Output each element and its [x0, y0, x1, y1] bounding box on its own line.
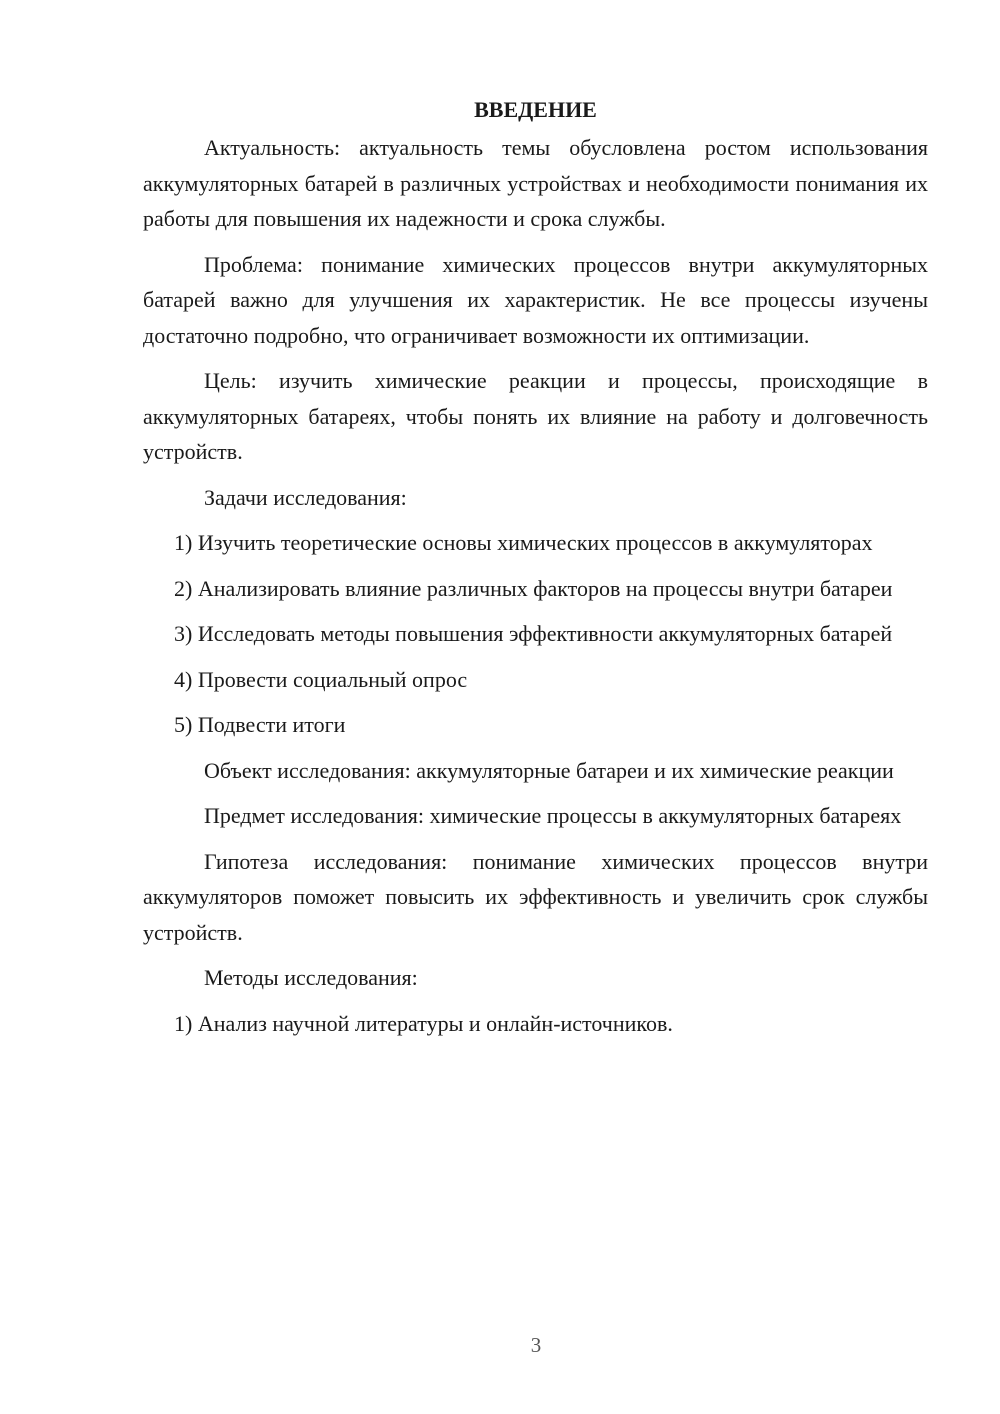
paragraph-tasks-heading: Задачи исследования: [204, 484, 407, 510]
section-title: ВВЕДЕНИЕ [474, 97, 597, 122]
paragraph-problem: Проблема: понимание химических процессов внутри аккумуляторных батарей важно для улучшения их характеристик. Не все процессы изучены достаточно подробно, что ограничивает возможности их оптимизации. [143, 251, 928, 348]
method-item-1: 1) Анализ научной литературы и онлайн-источников. [174, 1010, 673, 1036]
paragraph-subject: Предмет исследования: химические процессы в аккумуляторных батареях [204, 803, 902, 828]
task-item-4: 4) Провести социальный опрос [174, 666, 468, 692]
paragraph-object: Объект исследования: аккумуляторные батареи и их химические реакции [204, 757, 894, 783]
page-number: 3 [530, 1333, 542, 1357]
paragraph-relevance: Актуальность: актуальность темы обусловлена ростом использования аккумуляторных батарей в различных устройствах и необходимости понимания их работы для повышения их надежности и срока службы. [143, 135, 928, 231]
task-item-2: 2) Анализировать влияние различных факторов на процессы внутри батареи [174, 575, 893, 601]
task-item-5: 5) Подвести итоги [174, 712, 346, 737]
paragraph-goal: Цель: изучить химические реакции и процессы, происходящие в аккумуляторных батареях, чтобы понять их влияние на работу и долговечность устройств. [143, 368, 928, 464]
document-page [143, 94, 928, 1051]
paragraph-hypothesis: Гипотеза исследования: понимание химических процессов внутри аккумуляторов поможет повысить их эффективность и увеличить срок службы устройств. [143, 848, 928, 945]
paragraph-methods-heading: Методы исследования: [204, 965, 418, 990]
task-item-1: 1) Изучить теоретические основы химических процессов в аккумуляторах [174, 530, 873, 555]
task-item-3: 3) Исследовать методы повышения эффективности аккумуляторных батарей [174, 621, 893, 646]
